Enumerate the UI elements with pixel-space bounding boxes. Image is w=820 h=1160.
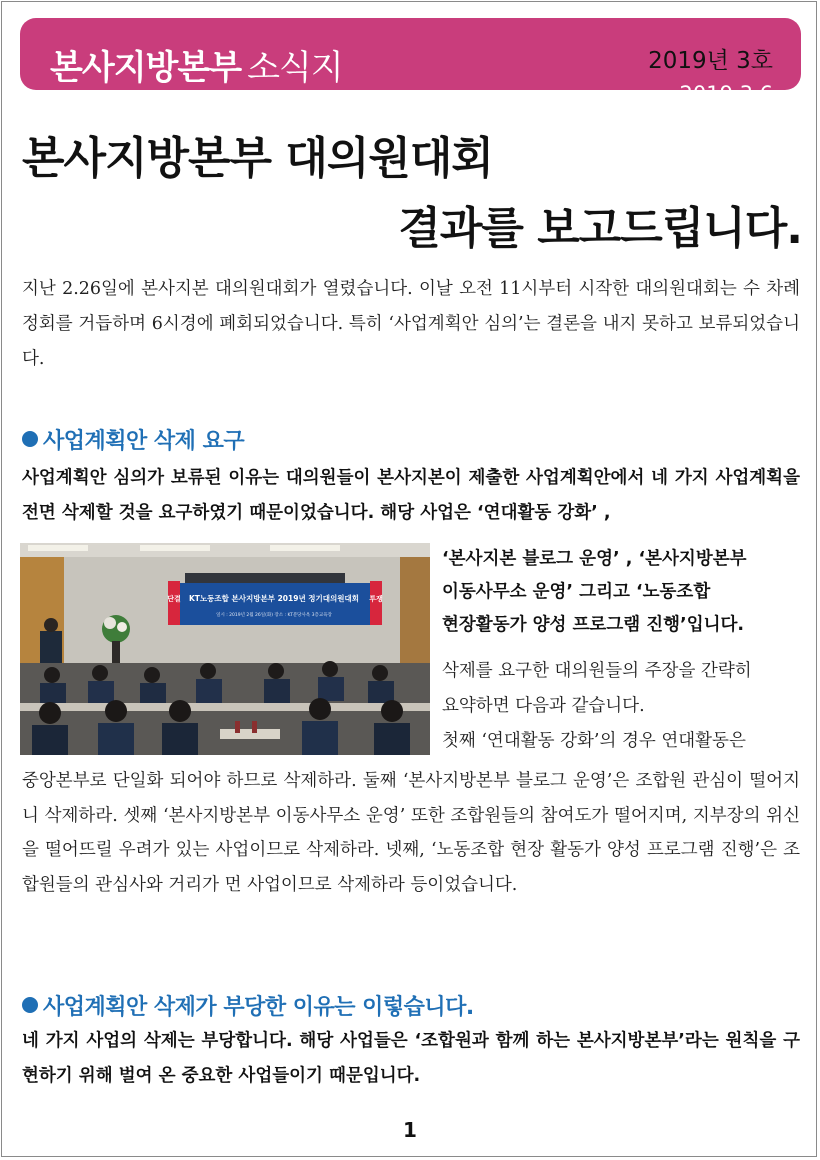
headline-line1: 본사지방본부 대의원대회 <box>22 133 493 184</box>
issue-number: 2019년 3호 <box>648 48 773 74</box>
section1-title: 사업계획안 삭제 요구 <box>22 424 244 455</box>
section1-lead: 사업계획안 심의가 보류된 이유는 대의원들이 본사지본이 제출한 사업계획안에서 네 가지 사업계획을 전면 삭제할 것을 요구하였기 때문이었습니다. 해당 사업은 ‘연대활동 강화’ , <box>22 468 800 523</box>
photo-sign-right: 투쟁 <box>369 595 383 603</box>
meeting-photo <box>20 543 430 755</box>
section2-title: 사업계획안 삭제가 부당한 이유는 이렇습니다. <box>22 990 474 1021</box>
newsletter-title: 본사지방본부 소식지 <box>50 48 343 88</box>
photo-banner-text: KT노동조합 본사지방본부 2019년 정기대의원대회 <box>188 594 360 603</box>
intro-paragraph: 지난 2.26일에 본사지본 대의원대회가 열렸습니다. 이날 오전 11시부터 시작한 대의원대회는 수 차례 정회를 거듭하며 6시경에 폐회되었습니다. 특히 ‘사업계획안 심의’는 결론을 내지 못하고 보류되었습니다. <box>22 279 800 369</box>
photo-sign-left: 단결 <box>167 595 181 603</box>
right-text-line-3: 첫째 ‘연대활동 강화’의 경우 연대활동은 <box>442 731 746 751</box>
photo-banner-sub: 일시 : 2019년 2월 26일(화) 장소 : KT분당사옥 3층교육장 <box>216 613 332 618</box>
right-bold-line-3: 현장활동가 양성 프로그램 진행’입니다. <box>442 615 745 635</box>
bullet-icon <box>22 431 38 447</box>
page-number: 1 <box>403 1118 417 1142</box>
right-bold-line-1: ‘본사지본 블로그 운영’ , ‘본사지방본부 <box>442 549 747 569</box>
issue-date: 2019.3.6 <box>679 82 773 106</box>
section1-body: 중앙본부로 단일화 되어야 하므로 삭제하라. 둘째 ‘본사지방본부 블로그 운영’은 조합원 관심이 떨어지니 삭제하라. 셋째 ‘본사지방본부 이동사무소 운영’ 또한 조합원들의 참여도가 떨어지며, 지부장의 위신을 떨어뜨릴 우려가 있는 사업이므로 삭제하라. 넷째, ‘노동조합 현장 활동가 양성 프로그램 진행’은 조합원들의 관심사와 거리가 먼 사업이므로 삭제하라 등이었습니다. <box>22 771 800 895</box>
headline-line2: 결과를 보고드립니다. <box>398 203 802 254</box>
bullet-icon <box>22 997 38 1013</box>
newsletter-banner <box>20 18 801 106</box>
right-text-line-2: 요약하면 다음과 같습니다. <box>442 696 645 716</box>
section2-lead: 네 가지 사업의 삭제는 부당합니다. 해당 사업들은 ‘조합원과 함께 하는 본사지방본부’라는 원칙을 구현하기 위해 벌여 온 중요한 사업들이기 때문입니다. <box>22 1031 800 1086</box>
right-bold-line-2: 이동사무소 운영’ 그리고 ‘노동조합 <box>442 582 711 602</box>
right-text-line-1: 삭제를 요구한 대의원들의 주장을 간략히 <box>442 661 752 681</box>
